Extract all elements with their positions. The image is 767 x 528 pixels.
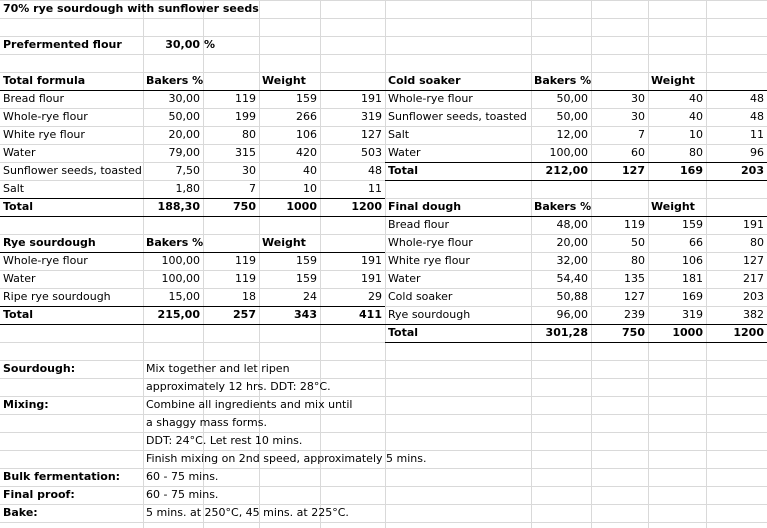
table-row-name[interactable]: Sunflower seeds, toasted [388,110,527,123]
total_formula-total-label[interactable]: Total [3,200,34,213]
instruction-text[interactable]: Mix together and let ripen [146,362,290,375]
instruction-text[interactable]: 5 mins. at 250°C, 45 mins. at 225°C. [146,506,349,519]
table-cell[interactable]: 80 [242,128,256,141]
total_formula-weight-header[interactable]: Weight [262,74,306,87]
cold_soaker-title[interactable]: Cold soaker [388,74,461,87]
table-cell[interactable]: 127 [743,254,764,267]
table-cell[interactable]: 266 [296,110,317,123]
table-cell[interactable]: 119 [235,92,256,105]
rye_sourdough-bakers-header[interactable]: Bakers % [146,236,204,249]
total_formula-bakers-header[interactable]: Bakers % [146,74,204,87]
rye_sourdough-title[interactable]: Rye sourdough [3,236,96,249]
final_dough-total-cell[interactable]: 1200 [733,326,764,339]
table-cell[interactable]: 30 [631,92,645,105]
table-row-name[interactable]: Whole-rye flour [3,110,88,123]
table-cell[interactable]: 11 [368,182,382,195]
instruction-text[interactable]: a shaggy mass forms. [146,416,267,429]
table-row-name[interactable]: Water [3,146,36,159]
table-cell[interactable]: 50,00 [168,110,200,123]
table-row-name[interactable]: Whole-rye flour [388,236,473,249]
preferment-unit[interactable]: % [204,38,216,51]
table-cell[interactable]: 30,00 [168,92,200,105]
cold_soaker-bakers-header[interactable]: Bakers % [534,74,592,87]
table-cell[interactable]: 159 [296,272,317,285]
table-cell[interactable]: 503 [361,146,382,159]
preferment-value[interactable]: 30,00 [165,38,200,51]
table-cell[interactable]: 382 [743,308,764,321]
table-cell[interactable]: 119 [624,218,645,231]
table-cell[interactable]: 79,00 [168,146,200,159]
table-cell[interactable]: 239 [624,308,645,321]
table-cell[interactable]: 159 [682,218,703,231]
table-cell[interactable]: 181 [682,272,703,285]
instruction-label[interactable]: Sourdough: [3,362,76,375]
table-cell[interactable]: 191 [361,254,382,267]
table-cell[interactable]: 217 [743,272,764,285]
instruction-label[interactable]: Final proof: [3,488,75,501]
table-row-name[interactable]: Ripe rye sourdough [3,290,111,303]
table-cell[interactable]: 1,80 [175,182,200,195]
table-cell[interactable]: 80 [689,146,703,159]
table-cell[interactable]: 100,00 [549,146,588,159]
table-cell[interactable]: 96 [750,146,764,159]
table-row-name[interactable]: Water [3,272,36,285]
table-cell[interactable]: 30 [242,164,256,177]
table-row-name[interactable]: Water [388,146,421,159]
table-cell[interactable]: 48,00 [556,218,588,231]
table-row-name[interactable]: Sunflower seeds, toasted [3,164,142,177]
table-cell[interactable]: 10 [689,128,703,141]
table-row-name[interactable]: Cold soaker [388,290,453,303]
table-cell[interactable]: 127 [361,128,382,141]
total_formula-bottom-rule [0,216,385,217]
table-cell[interactable]: 60 [631,146,645,159]
table-cell[interactable]: 191 [743,218,764,231]
table-cell[interactable]: 15,00 [168,290,200,303]
table-cell[interactable]: 119 [235,272,256,285]
final_dough-title[interactable]: Final dough [388,200,462,213]
table-cell[interactable]: 169 [682,290,703,303]
table-cell[interactable]: 40 [689,110,703,123]
table-cell[interactable]: 191 [361,92,382,105]
table-cell[interactable]: 100,00 [161,254,200,267]
total_formula-total-cell[interactable]: 1000 [286,200,317,213]
rye_sourdough-total-label[interactable]: Total [3,308,34,321]
table-cell[interactable]: 20,00 [556,236,588,249]
table-cell[interactable]: 7 [638,128,645,141]
table-cell[interactable]: 80 [631,254,645,267]
rye_sourdough-total-cell[interactable]: 257 [233,308,256,321]
table-row-name[interactable]: Salt [3,182,25,195]
cold_soaker-total-cell[interactable]: 169 [680,164,703,177]
final_dough-total-cell[interactable]: 301,28 [545,326,588,339]
rye_sourdough-bottom-rule [0,324,385,325]
total_formula-total-cell[interactable]: 1200 [351,200,382,213]
table-cell[interactable]: 12,00 [556,128,588,141]
preferment-label[interactable]: Prefermented flour [3,38,122,51]
table-cell[interactable]: 29 [368,290,382,303]
rye_sourdough-weight-header[interactable]: Weight [262,236,306,249]
table-row-name[interactable]: Whole-rye flour [3,254,88,267]
rye_sourdough-total-cell[interactable]: 411 [359,308,382,321]
table-cell[interactable]: 50,00 [556,92,588,105]
table-cell[interactable]: 80 [750,236,764,249]
table-row-name[interactable]: Bread flour [388,218,449,231]
table-cell[interactable]: 30 [631,110,645,123]
table-cell[interactable]: 319 [361,110,382,123]
total_formula-total-cell[interactable]: 750 [233,200,256,213]
table-row-name[interactable]: White rye flour [388,254,470,267]
table-cell[interactable]: 66 [689,236,703,249]
total_formula-total-cell[interactable]: 188,30 [157,200,200,213]
final_dough-weight-header[interactable]: Weight [651,200,695,213]
rye_sourdough-total-cell[interactable]: 343 [294,308,317,321]
instruction-text[interactable]: Combine all ingredients and mix until [146,398,353,411]
table-row-name[interactable]: Whole-rye flour [388,92,473,105]
table-cell[interactable]: 40 [689,92,703,105]
table-cell[interactable]: 40 [303,164,317,177]
instruction-text[interactable]: approximately 12 hrs. DDT: 28°C. [146,380,331,393]
table-cell[interactable]: 100,00 [161,272,200,285]
table-cell[interactable]: 48 [750,92,764,105]
instruction-text[interactable]: DDT: 24°C. Let rest 10 mins. [146,434,303,447]
total_formula-title[interactable]: Total formula [3,74,86,87]
table-row-name[interactable]: White rye flour [3,128,85,141]
table-cell[interactable]: 199 [235,110,256,123]
table-cell[interactable]: 20,00 [168,128,200,141]
table-row-name[interactable]: Rye sourdough [388,308,471,321]
instruction-text[interactable]: 60 - 75 mins. [146,488,219,501]
table-cell[interactable]: 119 [235,254,256,267]
table-cell[interactable]: 106 [682,254,703,267]
instruction-label[interactable]: Mixing: [3,398,49,411]
table-row-name[interactable]: Water [388,272,421,285]
cold_soaker-weight-header[interactable]: Weight [651,74,695,87]
table-cell[interactable]: 127 [624,290,645,303]
final_dough-total-cell[interactable]: 750 [622,326,645,339]
table-cell[interactable]: 7 [249,182,256,195]
table-cell[interactable]: 48 [368,164,382,177]
table-cell[interactable]: 10 [303,182,317,195]
table-cell[interactable]: 159 [296,254,317,267]
table-row-name[interactable]: Salt [388,128,410,141]
table-cell[interactable]: 319 [682,308,703,321]
table-cell[interactable]: 7,50 [175,164,200,177]
table-cell[interactable]: 203 [743,290,764,303]
table-cell[interactable]: 54,40 [556,272,588,285]
table-cell[interactable]: 315 [235,146,256,159]
sheet-title[interactable]: 70% rye sourdough with sunflower seeds [3,2,259,15]
instruction-label[interactable]: Bulk fermentation: [3,470,121,483]
table-cell[interactable]: 18 [242,290,256,303]
table-cell[interactable]: 50,88 [556,290,588,303]
table-cell[interactable]: 420 [296,146,317,159]
table-cell[interactable]: 96,00 [556,308,588,321]
final_dough-total-label[interactable]: Total [388,326,419,339]
table-cell[interactable]: 159 [296,92,317,105]
table-cell[interactable]: 50 [631,236,645,249]
table-cell[interactable]: 32,00 [556,254,588,267]
table-cell[interactable]: 191 [361,272,382,285]
instruction-text[interactable]: Finish mixing on 2nd speed, approximately 5 mins. [146,452,427,465]
table-cell[interactable]: 11 [750,128,764,141]
table-cell[interactable]: 48 [750,110,764,123]
cold_soaker-total-cell[interactable]: 203 [741,164,764,177]
rye_sourdough-total-cell[interactable]: 215,00 [157,308,200,321]
table-cell[interactable]: 135 [624,272,645,285]
final_dough-bottom-rule [385,342,767,343]
instruction-label[interactable]: Bake: [3,506,38,519]
instruction-text[interactable]: 60 - 75 mins. [146,470,219,483]
table-row-name[interactable]: Bread flour [3,92,64,105]
cold_soaker-total-cell[interactable]: 212,00 [545,164,588,177]
table-cell[interactable]: 24 [303,290,317,303]
cold_soaker-total-label[interactable]: Total [388,164,419,177]
final_dough-total-cell[interactable]: 1000 [672,326,703,339]
final_dough-bakers-header[interactable]: Bakers % [534,200,592,213]
table-cell[interactable]: 50,00 [556,110,588,123]
cold_soaker-bottom-rule [385,180,767,181]
cold_soaker-total-cell[interactable]: 127 [622,164,645,177]
table-cell[interactable]: 106 [296,128,317,141]
